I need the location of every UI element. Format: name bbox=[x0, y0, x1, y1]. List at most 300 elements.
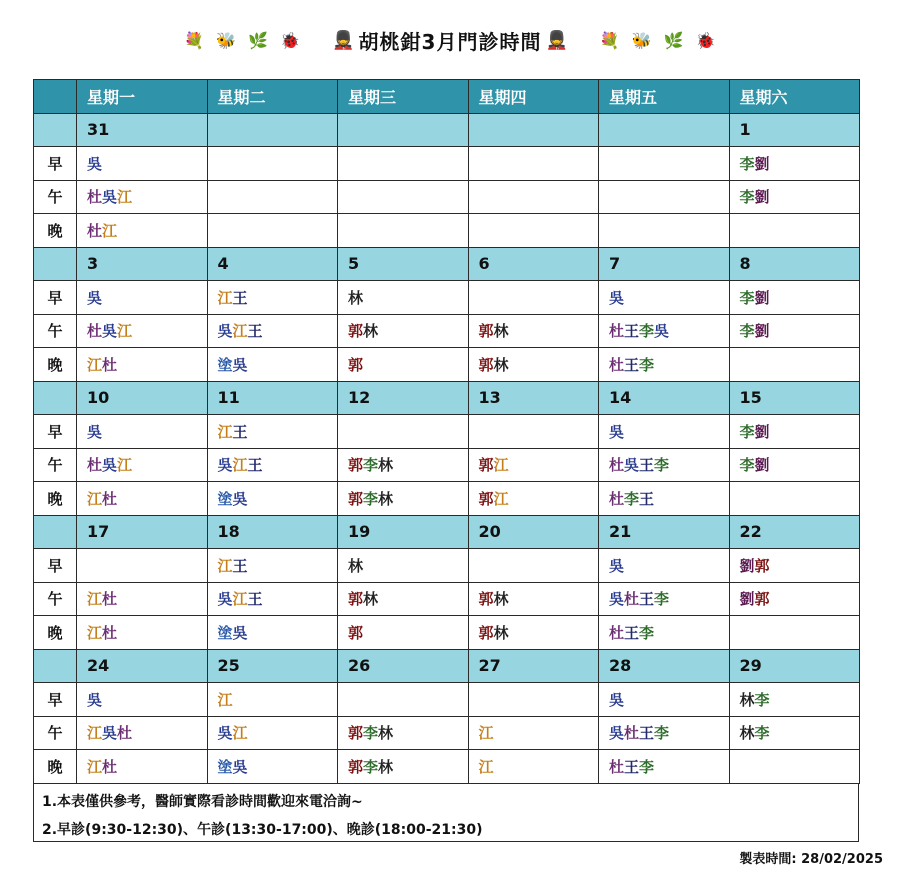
doctor-names bbox=[218, 557, 248, 575]
doctor-name: 郭 bbox=[478, 623, 494, 642]
doctor-name: 郭 bbox=[348, 724, 364, 743]
period-label: 早 bbox=[34, 549, 77, 583]
doctor-name: 吳 bbox=[87, 288, 103, 307]
doctor-name: 杜 bbox=[117, 724, 133, 743]
doctor-name: 吳 bbox=[609, 690, 625, 709]
doctor-names bbox=[87, 691, 102, 709]
week-date-row bbox=[34, 515, 860, 549]
doctor-names bbox=[609, 322, 669, 340]
doctor-name: 杜 bbox=[609, 322, 625, 341]
doctor-names bbox=[348, 624, 363, 642]
doctor-cell bbox=[468, 582, 599, 616]
doctor-cell bbox=[599, 180, 730, 214]
flower-icon: 💐 bbox=[599, 30, 620, 50]
week-date-row bbox=[34, 381, 860, 415]
period-row bbox=[34, 348, 860, 382]
doctor-name: 郭 bbox=[754, 556, 770, 575]
guard-icon: 💂 bbox=[545, 29, 568, 51]
doctor-name: 杜 bbox=[624, 724, 640, 743]
doctor-cell bbox=[599, 616, 730, 650]
doctor-cell bbox=[599, 448, 730, 482]
doctor-cell bbox=[599, 683, 730, 717]
date-cell: 5 bbox=[338, 247, 469, 281]
date-cell: 29 bbox=[729, 649, 860, 683]
doctor-name: 吳 bbox=[87, 690, 103, 709]
doctor-names bbox=[609, 557, 624, 575]
doctor-names bbox=[740, 423, 770, 441]
doctor-cell bbox=[468, 482, 599, 516]
doctor-name: 李 bbox=[639, 757, 655, 776]
date-cell: 10 bbox=[77, 381, 208, 415]
doctor-name: 劉 bbox=[754, 422, 770, 441]
doctor-name: 李 bbox=[754, 690, 770, 709]
doctor-name: 郭 bbox=[348, 355, 364, 374]
doctor-name: 杜 bbox=[609, 757, 625, 776]
doctor-name: 吳 bbox=[609, 288, 625, 307]
doctor-name: 江 bbox=[87, 590, 103, 609]
doctor-name: 李 bbox=[639, 322, 655, 341]
bee-icon: 🐝 bbox=[631, 30, 652, 50]
period-label: 午 bbox=[34, 582, 77, 616]
doctor-cell bbox=[207, 281, 338, 315]
created-date: 製表時間: 28/02/2025 bbox=[739, 852, 883, 867]
doctor-cell bbox=[207, 750, 338, 784]
doctor-cell bbox=[599, 314, 730, 348]
weekday-header: 星期六 bbox=[729, 80, 860, 114]
doctor-name: 江 bbox=[117, 456, 133, 475]
doctor-names bbox=[479, 456, 509, 474]
doctor-name: 杜 bbox=[102, 489, 118, 508]
doctor-cell bbox=[77, 180, 208, 214]
doctor-cell bbox=[468, 214, 599, 248]
doctor-cell bbox=[207, 683, 338, 717]
doctor-cell bbox=[468, 448, 599, 482]
week-date-row bbox=[34, 649, 860, 683]
doctor-cell bbox=[77, 716, 208, 750]
doctor-name: 吳 bbox=[609, 724, 625, 743]
doctor-cell bbox=[338, 616, 469, 650]
doctor-names bbox=[479, 356, 509, 374]
doctor-names bbox=[740, 590, 770, 608]
date-cell: 28 bbox=[599, 649, 730, 683]
period-label: 晚 bbox=[34, 482, 77, 516]
doctor-name: 劉 bbox=[754, 288, 770, 307]
doctor-cell bbox=[338, 549, 469, 583]
doctor-name: 林 bbox=[348, 556, 364, 575]
doctor-name: 劉 bbox=[754, 456, 770, 475]
doctor-name: 李 bbox=[754, 724, 770, 743]
doctor-name: 王 bbox=[247, 322, 263, 341]
doctor-name: 江 bbox=[232, 590, 248, 609]
doctor-cell bbox=[468, 683, 599, 717]
doctor-names bbox=[479, 624, 509, 642]
doctor-names bbox=[218, 691, 233, 709]
doctor-cell bbox=[599, 582, 730, 616]
doctor-cell bbox=[468, 750, 599, 784]
doctor-names bbox=[348, 356, 363, 374]
doctor-name: 劉 bbox=[739, 556, 755, 575]
doctor-name: 王 bbox=[639, 590, 655, 609]
doctor-cell bbox=[729, 314, 860, 348]
doctor-cell bbox=[338, 214, 469, 248]
doctor-cell bbox=[338, 415, 469, 449]
period-row bbox=[34, 147, 860, 181]
date-row-corner bbox=[34, 515, 77, 549]
date-cell: 13 bbox=[468, 381, 599, 415]
doctor-names bbox=[218, 322, 263, 340]
date-row-corner bbox=[34, 113, 77, 147]
doctor-name: 李 bbox=[654, 590, 670, 609]
date-cell: 20 bbox=[468, 515, 599, 549]
doctor-name: 王 bbox=[247, 590, 263, 609]
doctor-names bbox=[348, 456, 393, 474]
doctor-cell bbox=[338, 582, 469, 616]
doctor-name: 王 bbox=[639, 456, 655, 475]
doctor-cell bbox=[338, 147, 469, 181]
doctor-cell bbox=[338, 314, 469, 348]
doctor-name: 杜 bbox=[102, 355, 118, 374]
doctor-name: 吳 bbox=[102, 724, 118, 743]
period-label: 早 bbox=[34, 683, 77, 717]
doctor-name: 李 bbox=[639, 355, 655, 374]
doctor-cell bbox=[77, 147, 208, 181]
weekday-header: 星期五 bbox=[599, 80, 730, 114]
doctor-names bbox=[87, 188, 132, 206]
leaf-icon: 🌿 bbox=[663, 30, 684, 50]
note-disclaimer: 1.本表僅供參考，醫師實際看診時間歡迎來電洽詢~ bbox=[42, 794, 363, 810]
doctor-cell bbox=[207, 716, 338, 750]
doctor-name: 林 bbox=[363, 322, 379, 341]
doctor-cell bbox=[729, 716, 860, 750]
doctor-cell bbox=[77, 214, 208, 248]
doctor-cell bbox=[468, 716, 599, 750]
doctor-name: 王 bbox=[624, 355, 640, 374]
period-row bbox=[34, 281, 860, 315]
date-row-corner bbox=[34, 649, 77, 683]
doctor-name: 塗 bbox=[217, 355, 233, 374]
doctor-name: 吳 bbox=[232, 757, 248, 776]
doctor-names bbox=[609, 490, 654, 508]
doctor-name: 李 bbox=[739, 154, 755, 173]
doctor-name: 王 bbox=[639, 724, 655, 743]
doctor-cell bbox=[729, 281, 860, 315]
doctor-name: 李 bbox=[739, 288, 755, 307]
doctor-names bbox=[87, 724, 132, 742]
doctor-cell bbox=[599, 348, 730, 382]
doctor-name: 劉 bbox=[754, 154, 770, 173]
date-cell: 21 bbox=[599, 515, 730, 549]
doctor-names bbox=[740, 289, 770, 307]
doctor-cell bbox=[468, 549, 599, 583]
doctor-name: 林 bbox=[378, 757, 394, 776]
doctor-name: 吳 bbox=[232, 489, 248, 508]
doctor-cell bbox=[207, 314, 338, 348]
doctor-cell bbox=[77, 314, 208, 348]
header-corner bbox=[34, 80, 77, 114]
doctor-name: 李 bbox=[739, 188, 755, 207]
period-label: 午 bbox=[34, 448, 77, 482]
date-cell: 18 bbox=[207, 515, 338, 549]
doctor-names bbox=[609, 624, 654, 642]
doctor-cell bbox=[729, 750, 860, 784]
leaf-icon: 🌿 bbox=[248, 30, 269, 50]
date-cell: 27 bbox=[468, 649, 599, 683]
doctor-name: 江 bbox=[478, 757, 494, 776]
doctor-name: 杜 bbox=[87, 322, 103, 341]
doctor-names bbox=[87, 624, 117, 642]
doctor-cell bbox=[207, 415, 338, 449]
doctor-name: 吳 bbox=[102, 456, 118, 475]
doctor-cell bbox=[207, 147, 338, 181]
doctor-names bbox=[348, 557, 363, 575]
doctor-names bbox=[218, 289, 248, 307]
ladybug-icon: 🐞 bbox=[695, 30, 716, 50]
period-label: 早 bbox=[34, 415, 77, 449]
weekday-header: 星期一 bbox=[77, 80, 208, 114]
doctor-name: 江 bbox=[493, 489, 509, 508]
doctor-cell bbox=[729, 683, 860, 717]
period-row bbox=[34, 750, 860, 784]
doctor-names bbox=[740, 322, 770, 340]
doctor-names bbox=[609, 691, 624, 709]
period-row bbox=[34, 716, 860, 750]
doctor-name: 王 bbox=[624, 623, 640, 642]
doctor-cell bbox=[77, 415, 208, 449]
doctor-names bbox=[87, 322, 132, 340]
doctor-name: 李 bbox=[654, 456, 670, 475]
doctor-name: 郭 bbox=[348, 757, 364, 776]
doctor-name: 江 bbox=[117, 322, 133, 341]
doctor-name: 郭 bbox=[348, 456, 364, 475]
doctor-names bbox=[218, 423, 248, 441]
doctor-names bbox=[740, 557, 770, 575]
doctor-names bbox=[218, 758, 248, 776]
doctor-names bbox=[348, 289, 363, 307]
doctor-name: 江 bbox=[87, 623, 103, 642]
doctor-cell bbox=[468, 616, 599, 650]
doctor-cell bbox=[77, 448, 208, 482]
doctor-names bbox=[87, 490, 117, 508]
doctor-name: 塗 bbox=[217, 623, 233, 642]
doctor-name: 王 bbox=[232, 422, 248, 441]
doctor-names bbox=[348, 322, 378, 340]
doctor-cell bbox=[207, 482, 338, 516]
doctor-names bbox=[479, 322, 509, 340]
doctor-name: 李 bbox=[654, 724, 670, 743]
doctor-name: 吳 bbox=[87, 154, 103, 173]
doctor-name: 塗 bbox=[217, 757, 233, 776]
doctor-name: 江 bbox=[102, 221, 118, 240]
doctor-cell bbox=[207, 549, 338, 583]
date-cell: 6 bbox=[468, 247, 599, 281]
doctor-cell bbox=[77, 281, 208, 315]
doctor-name: 王 bbox=[232, 288, 248, 307]
doctor-cell bbox=[207, 582, 338, 616]
doctor-cell bbox=[729, 214, 860, 248]
date-cell bbox=[338, 113, 469, 147]
doctor-name: 杜 bbox=[87, 456, 103, 475]
doctor-name: 江 bbox=[117, 188, 133, 207]
doctor-cell bbox=[338, 281, 469, 315]
doctor-cell bbox=[338, 180, 469, 214]
doctor-cell bbox=[468, 415, 599, 449]
doctor-cell bbox=[338, 348, 469, 382]
doctor-name: 郭 bbox=[478, 489, 494, 508]
doctor-cell bbox=[77, 482, 208, 516]
page-title-row bbox=[0, 22, 900, 58]
period-row bbox=[34, 214, 860, 248]
doctor-name: 江 bbox=[87, 489, 103, 508]
doctor-name: 王 bbox=[624, 322, 640, 341]
date-cell: 17 bbox=[77, 515, 208, 549]
doctor-names bbox=[218, 456, 263, 474]
date-cell: 31 bbox=[77, 113, 208, 147]
doctor-name: 江 bbox=[232, 724, 248, 743]
doctor-cell bbox=[338, 448, 469, 482]
doctor-cell bbox=[468, 314, 599, 348]
doctor-name: 江 bbox=[217, 556, 233, 575]
doctor-names bbox=[348, 758, 393, 776]
doctor-name: 李 bbox=[739, 456, 755, 475]
doctor-name: 吳 bbox=[102, 188, 118, 207]
period-label: 午 bbox=[34, 314, 77, 348]
date-cell: 7 bbox=[599, 247, 730, 281]
doctor-name: 吳 bbox=[609, 590, 625, 609]
date-cell: 14 bbox=[599, 381, 730, 415]
doctor-name: 林 bbox=[493, 355, 509, 374]
doctor-names bbox=[609, 590, 669, 608]
doctor-cell bbox=[729, 348, 860, 382]
doctor-names bbox=[609, 758, 654, 776]
doctor-names bbox=[218, 490, 248, 508]
period-label: 晚 bbox=[34, 214, 77, 248]
doctor-cell bbox=[338, 716, 469, 750]
doctor-cell bbox=[468, 180, 599, 214]
doctor-cell bbox=[468, 147, 599, 181]
doctor-names bbox=[87, 155, 102, 173]
doctor-name: 林 bbox=[493, 322, 509, 341]
week-date-row bbox=[34, 113, 860, 147]
doctor-names bbox=[348, 490, 393, 508]
doctor-cell bbox=[729, 616, 860, 650]
doctor-name: 吳 bbox=[232, 623, 248, 642]
date-cell bbox=[468, 113, 599, 147]
period-label: 午 bbox=[34, 716, 77, 750]
doctor-name: 杜 bbox=[87, 221, 103, 240]
doctor-cell bbox=[207, 448, 338, 482]
doctor-name: 劉 bbox=[739, 590, 755, 609]
doctor-cell bbox=[207, 214, 338, 248]
doctor-cell bbox=[77, 616, 208, 650]
doctor-names bbox=[87, 356, 117, 374]
doctor-name: 林 bbox=[378, 724, 394, 743]
doctor-cell bbox=[468, 348, 599, 382]
ladybug-icon: 🐞 bbox=[280, 30, 301, 50]
doctor-names bbox=[87, 456, 132, 474]
doctor-names bbox=[609, 423, 624, 441]
doctor-names bbox=[218, 356, 248, 374]
period-row bbox=[34, 448, 860, 482]
doctor-cell bbox=[729, 482, 860, 516]
doctor-cell bbox=[599, 147, 730, 181]
doctor-name: 江 bbox=[493, 456, 509, 475]
doctor-name: 杜 bbox=[87, 188, 103, 207]
doctor-name: 王 bbox=[624, 757, 640, 776]
doctor-name: 李 bbox=[624, 489, 640, 508]
doctor-name: 江 bbox=[217, 690, 233, 709]
doctor-names bbox=[740, 456, 770, 474]
doctor-name: 林 bbox=[739, 690, 755, 709]
doctor-names bbox=[479, 490, 509, 508]
date-row-corner bbox=[34, 381, 77, 415]
weekday-header: 星期三 bbox=[338, 80, 469, 114]
period-row bbox=[34, 549, 860, 583]
doctor-name: 郭 bbox=[478, 456, 494, 475]
doctor-names bbox=[740, 724, 770, 742]
doctor-name: 林 bbox=[739, 724, 755, 743]
doctor-cell bbox=[729, 415, 860, 449]
doctor-cell bbox=[77, 683, 208, 717]
doctor-name: 江 bbox=[217, 422, 233, 441]
flower-icon: 💐 bbox=[184, 30, 205, 50]
date-cell: 1 bbox=[729, 113, 860, 147]
doctor-cell bbox=[338, 482, 469, 516]
doctor-name: 李 bbox=[639, 623, 655, 642]
doctor-names bbox=[740, 155, 770, 173]
doctor-name: 吳 bbox=[87, 422, 103, 441]
bee-icon: 🐝 bbox=[216, 30, 237, 50]
weekday-header-row bbox=[34, 80, 860, 114]
doctor-name: 林 bbox=[378, 456, 394, 475]
doctor-name: 杜 bbox=[609, 623, 625, 642]
date-cell: 26 bbox=[338, 649, 469, 683]
date-cell bbox=[207, 113, 338, 147]
doctor-name: 杜 bbox=[102, 757, 118, 776]
doctor-name: 江 bbox=[87, 355, 103, 374]
doctor-name: 李 bbox=[363, 757, 379, 776]
period-row bbox=[34, 314, 860, 348]
doctor-name: 江 bbox=[87, 724, 103, 743]
doctor-name: 林 bbox=[378, 489, 394, 508]
doctor-name: 郭 bbox=[348, 623, 364, 642]
period-row bbox=[34, 482, 860, 516]
doctor-cell bbox=[729, 582, 860, 616]
doctor-name: 杜 bbox=[102, 623, 118, 642]
doctor-cell bbox=[77, 750, 208, 784]
date-cell: 11 bbox=[207, 381, 338, 415]
weekday-header: 星期二 bbox=[207, 80, 338, 114]
date-cell: 3 bbox=[77, 247, 208, 281]
period-row bbox=[34, 415, 860, 449]
doctor-name: 劉 bbox=[754, 188, 770, 207]
doctor-cell bbox=[77, 348, 208, 382]
period-label: 晚 bbox=[34, 616, 77, 650]
doctor-name: 吳 bbox=[609, 422, 625, 441]
doctor-names bbox=[87, 222, 117, 240]
doctor-cell bbox=[729, 448, 860, 482]
doctor-name: 李 bbox=[363, 724, 379, 743]
period-label: 晚 bbox=[34, 750, 77, 784]
period-label: 晚 bbox=[34, 348, 77, 382]
doctor-cell bbox=[207, 180, 338, 214]
doctor-name: 王 bbox=[639, 489, 655, 508]
doctor-name: 杜 bbox=[609, 489, 625, 508]
doctor-name: 林 bbox=[363, 590, 379, 609]
doctor-cell bbox=[599, 750, 730, 784]
doctor-name: 郭 bbox=[754, 590, 770, 609]
doctor-name: 郭 bbox=[478, 322, 494, 341]
doctor-name: 吳 bbox=[217, 590, 233, 609]
